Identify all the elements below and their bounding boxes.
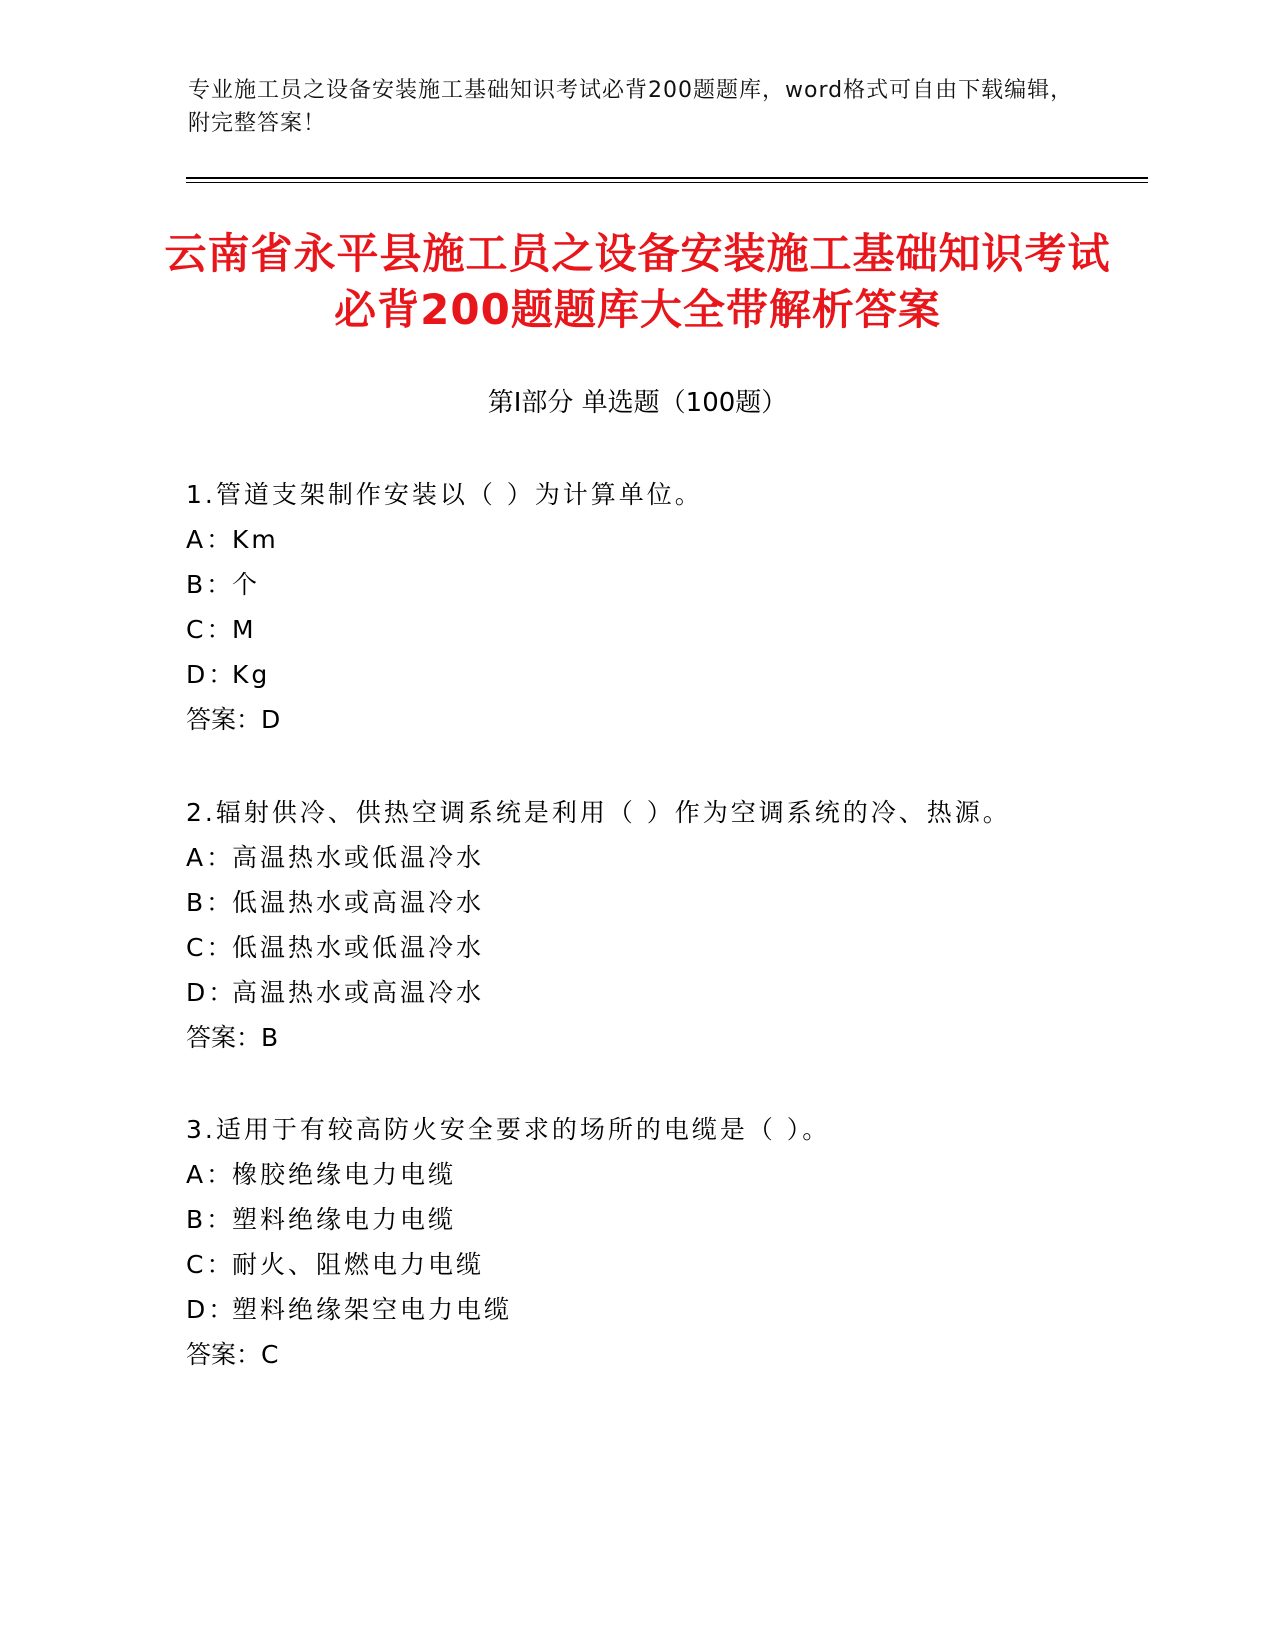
option-text: 耐火、阻燃电力电缆 [232, 1250, 485, 1279]
option-text: 低温热水或低温冷水 [232, 933, 485, 962]
option-text: 橡胶绝缘电力电缆 [232, 1160, 457, 1189]
question-2 [186, 795, 1146, 1065]
option-letter: A： [186, 1160, 235, 1189]
section-title: 第Ⅰ部分 单选题（100题） [487, 388, 788, 418]
option-b [186, 567, 1146, 612]
option-letter: A： [186, 843, 235, 872]
option-a [186, 840, 1146, 885]
header-divider-thick [186, 177, 1148, 179]
question-3 [186, 1112, 1146, 1382]
option-text: Kg [232, 660, 271, 689]
option-text: Km [232, 525, 279, 554]
document-title: 云南省永平县施工员之设备安装施工基础知识考试必背200题题库大全带解析答案 [164, 229, 1111, 334]
option-text: M [232, 615, 257, 644]
option-letter: B： [186, 1205, 235, 1234]
answer-line: 答案：B [186, 1023, 279, 1052]
header-divider-thin [186, 182, 1148, 183]
question-stem: 2.辐射供冷、供热空调系统是利用（ ）作为空调系统的冷、热源。 [186, 798, 1011, 827]
option-c [186, 612, 1146, 657]
option-d [186, 657, 1146, 702]
option-text: 高温热水或低温冷水 [232, 843, 485, 872]
option-b [186, 885, 1146, 930]
option-text: 低温热水或高温冷水 [232, 888, 485, 917]
option-text: 个 [232, 570, 261, 599]
option-d [186, 975, 1146, 1020]
option-c [186, 930, 1146, 975]
option-letter: C： [186, 615, 235, 644]
option-letter: B： [186, 570, 235, 599]
option-b [186, 1202, 1146, 1247]
question-1 [186, 477, 1146, 747]
question-stem: 3.适用于有较高防火安全要求的场所的电缆是（ ）。 [186, 1115, 831, 1144]
option-d [186, 1292, 1146, 1337]
option-a [186, 1157, 1146, 1202]
option-letter: D： [186, 660, 237, 689]
option-text: 塑料绝缘电力电缆 [232, 1205, 457, 1234]
option-letter: B： [186, 888, 235, 917]
option-letter: D： [186, 978, 237, 1007]
option-c [186, 1247, 1146, 1292]
option-a [186, 522, 1146, 567]
header-note: 专业施工员之设备安装施工基础知识考试必背200题题库，word格式可自由下载编辑，附完整答案！ [188, 78, 1074, 136]
answer-line: 答案：C [186, 1340, 279, 1369]
option-text: 塑料绝缘架空电力电缆 [232, 1295, 513, 1324]
question-stem: 1.管道支架制作安装以（ ）为计算单位。 [186, 480, 703, 509]
option-letter: C： [186, 933, 235, 962]
option-letter: D： [186, 1295, 237, 1324]
option-letter: A： [186, 525, 235, 554]
option-letter: C： [186, 1250, 235, 1279]
answer-line: 答案：D [186, 705, 281, 734]
option-text: 高温热水或高温冷水 [232, 978, 485, 1007]
